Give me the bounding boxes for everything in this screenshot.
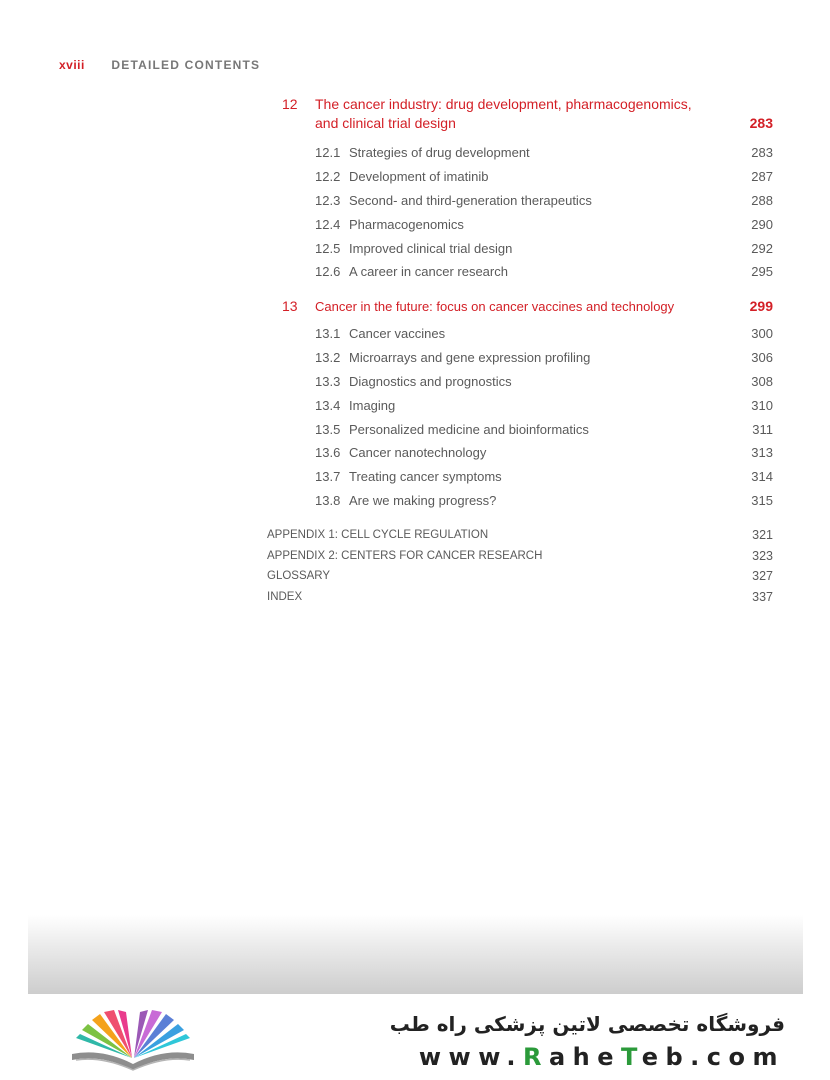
section-title: Personalized medicine and bioinformatics	[349, 421, 589, 437]
back-matter-page: 323	[752, 548, 773, 563]
chapter-page: 299	[749, 298, 773, 314]
section-title: Strategies of drug development	[349, 145, 530, 160]
chapter-number: 12	[282, 96, 298, 112]
section-title: Diagnostics and prognostics	[349, 373, 512, 389]
section-number: 12.5	[315, 240, 341, 256]
section-page: 283	[751, 145, 773, 160]
section-title: Cancer nanotechnology	[349, 445, 487, 461]
url-prefix: www.	[418, 1043, 523, 1071]
section-page: 292	[751, 240, 773, 256]
toc-section-row[interactable]	[267, 141, 773, 165]
chapter-page: 283	[749, 115, 773, 131]
section-page: 314	[751, 469, 773, 485]
section-number: 13.1	[315, 326, 341, 341]
section-page: 288	[751, 192, 773, 208]
section-number: 12.4	[315, 216, 341, 232]
back-matter-row[interactable]	[267, 566, 773, 587]
url-letter-r: R	[522, 1043, 549, 1071]
section-page: 287	[751, 168, 773, 184]
url-suffix: eb.com	[641, 1043, 785, 1071]
section-title: Imaging	[349, 397, 396, 413]
back-matter-label: GLOSSARY	[267, 570, 331, 583]
back-matter-page: 327	[752, 569, 773, 584]
section-title: Treating cancer symptoms	[349, 469, 502, 485]
back-matter-row[interactable]	[267, 546, 773, 567]
chapter-13	[267, 297, 773, 513]
chapter-title: Cancer in the future: focus on cancer vaccines and technology	[315, 299, 675, 314]
section-page: 311	[752, 421, 773, 437]
section-page: 308	[751, 373, 773, 389]
toc-section-row[interactable]	[267, 489, 773, 513]
section-page: 310	[751, 397, 773, 413]
chapter-heading[interactable]	[267, 297, 773, 316]
section-number: 13.4	[315, 397, 341, 413]
section-page: 315	[751, 493, 773, 509]
toc-section-row[interactable]	[267, 465, 773, 489]
toc-section-row[interactable]	[267, 346, 773, 370]
section-number: 12.2	[315, 168, 341, 184]
chapter-title: The cancer industry: drug development, pharmacogenomics, and clinical trial design	[315, 96, 692, 131]
chapter-number: 13	[282, 298, 298, 314]
open-book-icon	[68, 1008, 198, 1074]
section-title: Microarrays and gene expression profiling	[349, 349, 591, 365]
section-page: 295	[751, 264, 773, 280]
back-matter-page: 321	[752, 528, 773, 542]
back-matter-label: APPENDIX 2: CENTERS FOR CANCER RESEARCH	[267, 549, 543, 562]
toc-section-row[interactable]	[267, 165, 773, 189]
store-name: فروشگاه تخصصی لاتین پزشکی راه طب	[389, 1012, 785, 1036]
back-matter-row[interactable]	[267, 525, 773, 546]
section-number: 13.2	[315, 349, 341, 365]
store-url[interactable]	[419, 1043, 785, 1071]
toc-section-row[interactable]	[267, 260, 773, 284]
section-number: 13.8	[315, 493, 341, 509]
running-head-title: DETAILED CONTENTS	[111, 58, 261, 72]
section-number: 13.6	[315, 445, 341, 461]
page-bottom-shadow	[28, 915, 803, 994]
back-matter-row[interactable]	[267, 587, 773, 608]
section-number: 13.5	[315, 421, 341, 437]
toc-section-row[interactable]	[267, 189, 773, 213]
section-number: 12.6	[315, 264, 341, 280]
back-matter-label: APPENDIX 1: CELL CYCLE REGULATION	[267, 529, 489, 541]
section-title: Development of imatinib	[349, 168, 489, 184]
toc-section-row[interactable]	[267, 418, 773, 442]
url-letter-t: T	[621, 1043, 642, 1071]
section-number: 12.1	[315, 145, 341, 160]
toc-section-row[interactable]	[267, 237, 773, 261]
section-page: 300	[751, 326, 773, 341]
toc-section-row[interactable]	[267, 394, 773, 418]
section-page: 290	[751, 216, 773, 232]
back-matter-list	[267, 525, 773, 608]
section-title: Are we making progress?	[349, 493, 497, 509]
url-mid: ahe	[548, 1043, 622, 1071]
back-matter-page: 337	[752, 590, 773, 605]
section-title: Pharmacogenomics	[349, 216, 464, 232]
section-title: Cancer vaccines	[349, 326, 446, 341]
toc-section-row[interactable]	[267, 322, 773, 346]
section-title: Second- and third-generation therapeutics	[349, 192, 592, 208]
section-page: 313	[751, 445, 773, 461]
toc-section-row[interactable]	[267, 441, 773, 465]
running-head	[59, 58, 260, 72]
section-title: Improved clinical trial design	[349, 240, 513, 256]
section-number: 12.3	[315, 192, 341, 208]
section-title: A career in cancer research	[349, 264, 508, 280]
toc-section-row[interactable]	[267, 370, 773, 394]
toc-section-row[interactable]	[267, 213, 773, 237]
back-matter-label: INDEX	[267, 591, 303, 604]
section-number: 13.3	[315, 373, 341, 389]
section-number: 13.7	[315, 469, 341, 485]
page-number: xviii	[59, 58, 85, 72]
section-page: 306	[751, 349, 773, 365]
chapter-12	[267, 95, 773, 284]
chapter-heading[interactable]	[267, 95, 773, 133]
